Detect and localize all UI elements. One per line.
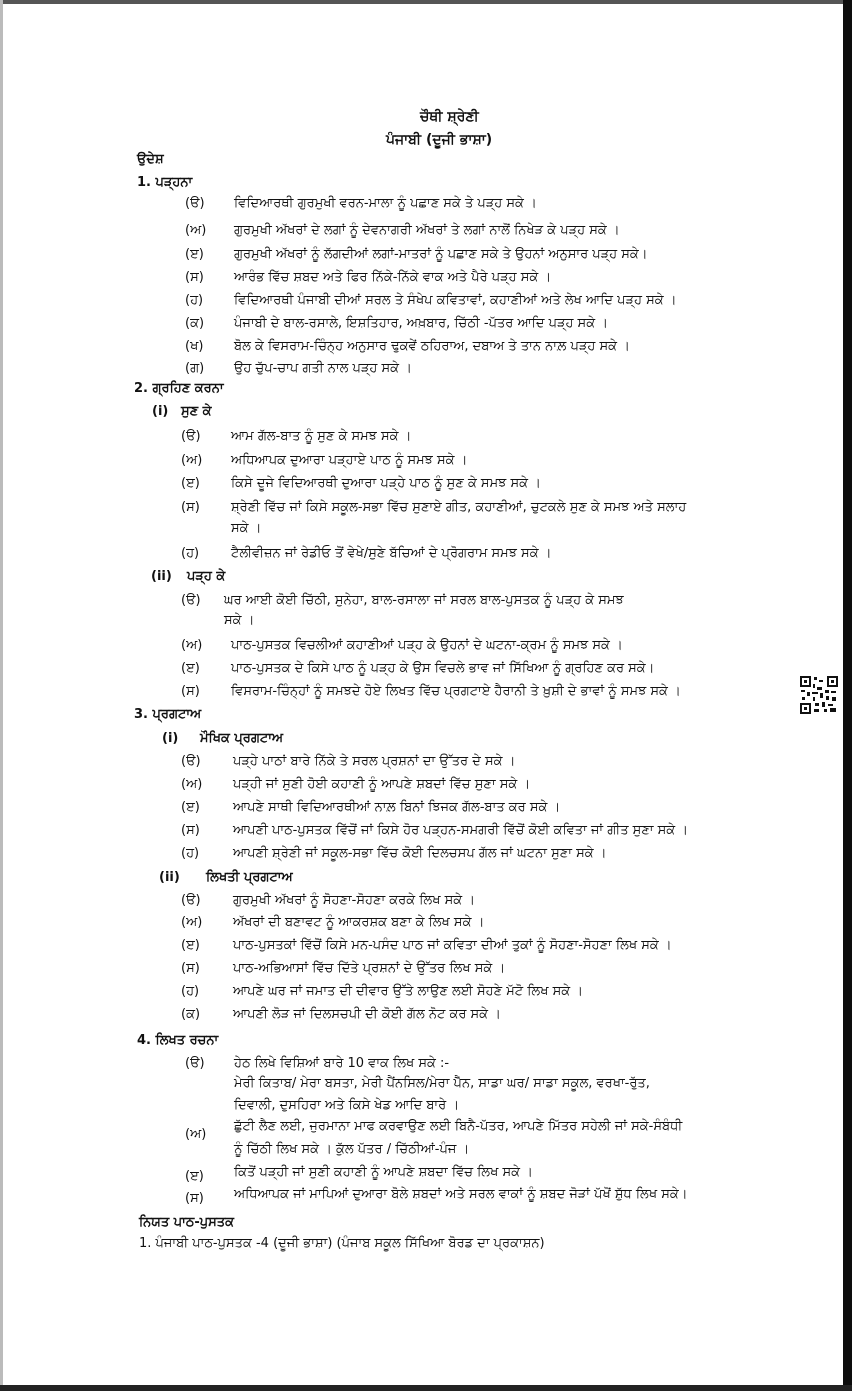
subsection-label-listening: ਸੁਣ ਕੇ [181, 404, 212, 419]
page-subtitle: ਪੰਜਾਬੀ (ਦੂਜੀ ਭਾਸ਼ਾ) [386, 132, 493, 148]
list-item: ਅਧਿਆਪਕ ਦੁਆਰਾ ਪੜ੍ਹਾਏ ਪਾਠ ਨੂੰ ਸਮਝ ਸਕੇ । [231, 453, 468, 468]
list-item: ਆਮ ਗੱਲ-ਬਾਤ ਨੂੰ ਸੁਣ ਕੇ ਸਮਝ ਸਕੇ । [231, 429, 412, 444]
list-marker: (ੲ) [181, 800, 200, 815]
list-item: ਵਿਸਰਾਮ-ਚਿੰਨ੍ਹਾਂ ਨੂੰ ਸਮਝਦੇ ਹੋਏ ਲਿਖਤ ਵਿੱਚ ਪ੍ਰਗਟਾਏ ਹੈਰਾਨੀ ਤੇ ਖ਼ੁਸ਼ੀ ਦੇ ਭਾਵਾਂ ਨੂੰ ਸਮਝ ਸਕੇ । [231, 684, 681, 699]
list-item: ਪਾਠ-ਪੁਸਤਕ ਦੇ ਕਿਸੇ ਪਾਠ ਨੂੰ ਪੜ੍ਹ ਕੇ ਉਸ ਵਿਚਲੇ ਭਾਵ ਜਾਂ ਸਿੱਖਿਆ ਨੂੰ ਗ੍ਰਹਿਣ ਕਰ ਸਕੇ। [231, 661, 655, 676]
list-marker: (ਅ) [181, 453, 203, 468]
list-marker: (ਅ) [181, 915, 203, 930]
list-item: ਪੜ੍ਹੇ ਪਾਠਾਂ ਬਾਰੇ ਨਿੱਕੇ ਤੇ ਸਰਲ ਪ੍ਰਸ਼ਨਾਂ ਦਾ ਉੱਤਰ ਦੇ ਸਕੇ । [233, 754, 516, 769]
list-item: ਟੈਲੀਵੀਜ਼ਨ ਜਾਂ ਰੇਡੀਓ ਤੋਂ ਵੇਖੇ/ਸੁਣੇ ਬੱਚਿਆਂ ਦੇ ਪ੍ਰੋਗਰਾਮ ਸਮਝ ਸਕੇ । [231, 546, 552, 561]
page-title: ਚੌਥੀ ਸ਼੍ਰੇਣੀ [420, 109, 479, 125]
section-heading-reading: 1. ਪੜ੍ਹਨਾ [137, 175, 193, 190]
list-item: ਕਿਤੋਂ ਪੜ੍ਹੀ ਜਾਂ ਸੁਣੀ ਕਹਾਣੀ ਨੂੰ ਆਪਣੇ ਸ਼ਬਦਾ ਵਿੱਚ ਲਿਖ ਸਕੇ । [234, 1165, 533, 1180]
list-item: ਕਿਸੇ ਦੂਜੇ ਵਿਦਿਆਰਥੀ ਦੁਆਰਾ ਪੜ੍ਹੇ ਪਾਠ ਨੂੰ ਸੁਣ ਕੇ ਸਮਝ ਸਕੇ । [231, 476, 541, 491]
list-item: ਪੰਜਾਬੀ ਦੇ ਬਾਲ-ਰਸਾਲੇ, ਇਸ਼ਤਿਹਾਰ, ਅਖ਼ਬਾਰ, ਚਿੱਠੀ -ਪੱਤਰ ਆਦਿ ਪੜ੍ਹ ਸਕੇ । [234, 316, 608, 331]
list-item: ਆਪਣੀ ਸ਼੍ਰੇਣੀ ਜਾਂ ਸਕੂਲ-ਸਭਾ ਵਿੱਚ ਕੋਈ ਦਿਲਚਸਪ ਗੱਲ ਜਾਂ ਘਟਨਾ ਸੁਣਾ ਸਕੇ । [233, 846, 607, 861]
list-item-continuation: ਨੂੰ ਚਿੱਠੀ ਲਿਖ ਸਕੇ । ਕੁੱਲ ਪੱਤਰ / ਚਿੱਠੀਆਂ-ਪੰਜ । [234, 1142, 470, 1157]
list-item: ਗੁਰਮੁਖੀ ਅੱਖਰਾਂ ਨੂੰ ਲੱਗਦੀਆਂ ਲਗਾਂ-ਮਾਤਰਾਂ ਨੂੰ ਪਛਾਣ ਸਕੇ ਤੇ ਉਹਨਾਂ ਅਨੁਸਾਰ ਪੜ੍ਹ ਸਕੇ। [234, 247, 648, 262]
list-item: ਆਰੰਭ ਵਿੱਚ ਸ਼ਬਦ ਅਤੇ ਫਿਰ ਨਿੱਕੇ-ਨਿੱਕੇ ਵਾਕ ਅਤੇ ਪੈਰੇ ਪੜ੍ਹ ਸਕੇ । [234, 270, 552, 285]
list-item: ਅਧਿਆਪਕ ਜਾਂ ਮਾਪਿਆਂ ਦੁਆਰਾ ਬੋਲੇ ਸ਼ਬਦਾਂ ਅਤੇ ਸਰਲ ਵਾਕਾਂ ਨੂੰ ਸ਼ਬਦ ਜੋੜਾਂ ਪੱਖੋਂ ਸ਼ੁੱਧ ਲਿਖ ਸਕੇ। [234, 1187, 688, 1202]
subsection-label-reading: ਪੜ੍ਹ ਕੇ [187, 569, 226, 584]
section-heading-expression: 3. ਪ੍ਰਗਟਾਅ [134, 707, 202, 722]
list-marker: (ੳ) [181, 429, 201, 444]
list-marker: (ਸ) [181, 684, 200, 699]
section-heading-composition: 4. ਲਿਖਤ ਰਚਨਾ [137, 1033, 219, 1048]
list-marker: (ੲ) [185, 1169, 204, 1184]
list-item: ਆਪਣੇ ਘਰ ਜਾਂ ਜਮਾਤ ਦੀ ਦੀਵਾਰ ਉੱਤੇ ਲਾਉਣ ਲਈ ਸੋਹਣੇ ਮੱਟੋ ਲਿਖ ਸਕੇ । [233, 984, 584, 999]
list-marker: (ਅ) [185, 1127, 207, 1142]
list-item: ਬੋਲ ਕੇ ਵਿਸਰਾਮ-ਚਿੰਨ੍ਹ ਅਨੁਸਾਰ ਢੁਕਵੇਂ ਠਹਿਰਾਅ, ਦਬਾਅ ਤੇ ਤਾਨ ਨਾਲ਼ ਪੜ੍ਹ ਸਕੇ । [234, 339, 630, 354]
list-item: ਗੁਰਮੁਖੀ ਅੱਖਰਾਂ ਦੇ ਲਗਾਂ ਨੂੰ ਦੇਵਨਾਗਰੀ ਅੱਖਰਾਂ ਤੇ ਲਗਾਂ ਨਾਲੋਂ ਨਿਖੇੜ ਕੇ ਪੜ੍ਹ ਸਕੇ । [234, 223, 620, 238]
qr-code-icon [800, 676, 838, 714]
list-item-continuation: ਸਕੇ । [224, 613, 255, 628]
list-item: ਪਾਠ-ਪੁਸਤਕਾਂ ਵਿੱਚੋਂ ਕਿਸੇ ਮਨ-ਪਸੰਦ ਪਾਠ ਜਾਂ ਕਵਿਤਾ ਦੀਆਂ ਤੁਕਾਂ ਨੂੰ ਸੋਹਣਾ-ਸੋਹਣਾ ਲਿਖ ਸਕੇ । [233, 938, 672, 953]
list-marker: (ਸ) [181, 500, 200, 515]
list-marker: (ਅ) [185, 223, 207, 238]
subsection-number: (ii) [159, 870, 180, 885]
list-item: ਆਪਣੇ ਸਾਥੀ ਵਿਦਿਆਰਥੀਆਂ ਨਾਲ਼ ਬਿਨਾਂ ਝਿਜਕ ਗੱਲ-ਬਾਤ ਕਰ ਸਕੇ । [233, 800, 561, 815]
section-heading-comprehension: 2. ਗ੍ਰਹਿਣ ਕਰਨਾ [134, 381, 224, 396]
list-item: ਪੜ੍ਹੀ ਜਾਂ ਸੁਣੀ ਹੋਈ ਕਹਾਣੀ ਨੂੰ ਆਪਣੇ ਸ਼ਬਦਾਂ ਵਿੱਚ ਸੁਣਾ ਸਕੇ । [233, 777, 531, 792]
list-marker: (ਹ) [181, 846, 200, 861]
list-marker: (ਅ) [181, 777, 203, 792]
list-marker: (ੲ) [181, 476, 200, 491]
list-marker: (ਕ) [185, 316, 205, 331]
list-marker: (ੳ) [185, 196, 205, 211]
list-marker: (ਹ) [181, 984, 200, 999]
list-marker: (ਸ) [181, 961, 200, 976]
list-marker: (ੲ) [185, 247, 204, 262]
subsection-number: (ii) [151, 569, 172, 584]
list-item: ਗੁਰਮੁਖੀ ਅੱਖਰਾਂ ਨੂੰ ਸੋਹਣਾ-ਸੋਹਣਾ ਕਰਕੇ ਲਿਖ ਸਕੇ । [233, 893, 475, 908]
list-item-continuation: ਮੇਰੀ ਕਿਤਾਬ/ ਮੇਰਾ ਬਸਤਾ, ਮੇਰੀ ਪੈਂਨਸਿਲ/ਮੇਰਾ ਪੈੱਨ, ਸਾਡਾ ਘਰ/ ਸਾਡਾ ਸਕੂਲ, ਵਰਖਾ-ਰੁੱਤ, [234, 1076, 650, 1091]
list-marker: (ੳ) [185, 1056, 205, 1071]
list-item: ਛੁੱਟੀ ਲੈਣ ਲਈ, ਜੁਰਮਾਨਾ ਮਾਫ ਕਰਵਾਉਣ ਲਈ ਬਿਨੈ-ਪੱਤਰ, ਆਪਣੇ ਮਿੱਤਰ ਸਹੇਲੀ ਜਾਂ ਸਕੇ-ਸੰਬੰਧੀ [234, 1119, 683, 1134]
list-marker: (ੳ) [181, 754, 201, 769]
list-marker: (ਹ) [185, 293, 204, 308]
list-marker: (ਗ) [185, 361, 205, 376]
list-item: ਉਹ ਚੁੱਪ-ਚਾਪ ਗਤੀ ਨਾਲ ਪੜ੍ਹ ਸਕੇ । [234, 361, 412, 376]
objectives-heading: ਉਦੇਸ਼ [137, 152, 164, 167]
list-marker: (ਸ) [181, 823, 200, 838]
list-marker: (ੲ) [181, 938, 200, 953]
subsection-label-written: ਲਿਖਤੀ ਪ੍ਰਗਟਾਅ [206, 870, 293, 885]
subsection-label-oral: ਮੌਖਿਕ ਪ੍ਰਗਟਾਅ [200, 731, 284, 746]
list-marker: (ਖ) [185, 339, 204, 354]
list-item: ਅੱਖਰਾਂ ਦੀ ਬਣਾਵਟ ਨੂੰ ਆਕਰਸ਼ਕ ਬਣਾ ਕੇ ਲਿਖ ਸਕੇ । [233, 915, 485, 930]
textbook-item: 1. ਪੰਜਾਬੀ ਪਾਠ-ਪੁਸਤਕ -4 (ਦੂਜੀ ਭਾਸ਼ਾ) (ਪੰਜਾਬ ਸਕੂਲ ਸਿੱਖਿਆ ਬੋਰਡ ਦਾ ਪ੍ਰਕਾਸ਼ਨ) [139, 1236, 545, 1251]
list-marker: (ਅ) [181, 638, 203, 653]
list-marker: (ਸ) [185, 270, 204, 285]
subsection-number: (i) [162, 731, 179, 746]
list-item: ਆਪਣੀ ਲੋੜ ਜਾਂ ਦਿਲਸਚਪੀ ਦੀ ਕੋਈ ਗੱਲ ਨੋਟ ਕਰ ਸਕੇ । [233, 1007, 501, 1022]
list-item: ਵਿਦਿਆਰਥੀ ਗੁਰਮੁਖੀ ਵਰਨ-ਮਾਲਾ ਨੂੰ ਪਛਾਣ ਸਕੇ ਤੇ ਪੜ੍ਹ ਸਕੇ । [234, 196, 537, 211]
list-marker: (ੳ) [181, 593, 201, 608]
list-item-continuation: ਸਕੇ । [231, 521, 262, 536]
list-marker: (ਸ) [185, 1191, 204, 1206]
list-item: ਆਪਣੀ ਪਾਠ-ਪੁਸਤਕ ਵਿੱਚੋਂ ਜਾਂ ਕਿਸੇ ਹੋਰ ਪੜ੍ਹਨ-ਸਮਗਰੀ ਵਿੱਚੋਂ ਕੋਈ ਕਵਿਤਾ ਜਾਂ ਗੀਤ ਸੁਣਾ ਸਕੇ । [233, 823, 689, 838]
textbook-heading: ਨਿਯਤ ਪਾਠ-ਪੁਸਤਕ [139, 1215, 234, 1230]
list-item: ਵਿਦਿਆਰਥੀ ਪੰਜਾਬੀ ਦੀਆਂ ਸਰਲ ਤੇ ਸੰਖੇਪ ਕਵਿਤਾਵਾਂ, ਕਹਾਣੀਆਂ ਅਤੇ ਲੇਖ ਆਦਿ ਪੜ੍ਹ ਸਕੇ । [234, 293, 677, 308]
subsection-number: (i) [152, 404, 169, 419]
list-item-continuation: ਦਿਵਾਲੀ, ਦੁਸਹਿਰਾ ਅਤੇ ਕਿਸੇ ਖੇਡ ਆਦਿ ਬਾਰੇ । [234, 1098, 460, 1113]
list-marker: (ੳ) [181, 893, 201, 908]
list-marker: (ਕ) [181, 1007, 201, 1022]
list-item: ਪਾਠ-ਅਭਿਆਸਾਂ ਵਿੱਚ ਦਿੱਤੇ ਪ੍ਰਸ਼ਨਾਂ ਦੇ ਉੱਤਰ ਲਿਖ ਸਕੇ । [233, 961, 506, 976]
list-item: ਪਾਠ-ਪੁਸਤਕ ਵਿਚਲੀਆਂ ਕਹਾਣੀਆਂ ਪੜ੍ਹ ਕੇ ਉਹਨਾਂ ਦੇ ਘਟਨਾ-ਕ੍ਰਮ ਨੂੰ ਸਮਝ ਸਕੇ । [231, 638, 623, 653]
list-marker: (ਹ) [181, 546, 200, 561]
list-marker: (ੲ) [181, 661, 200, 676]
list-item: ਘਰ ਆਈ ਕੋਈ ਚਿੱਠੀ, ਸੁਨੇਹਾ, ਬਾਲ-ਰਸਾਲਾ ਜਾਂ ਸਰਲ ਬਾਲ-ਪੁਸਤਕ ਨੂੰ ਪੜ੍ਹ ਕੇ ਸਮਝ [224, 593, 624, 608]
list-item: ਸ਼੍ਰੇਣੀ ਵਿੱਚ ਜਾਂ ਕਿਸੇ ਸਕੂਲ-ਸਭਾ ਵਿੱਚ ਸੁਣਾਏ ਗੀਤ, ਕਹਾਣੀਆਂ, ਚੁਟਕਲੇ ਸੁਣ ਕੇ ਸਮਝ ਅਤੇ ਸਲਾਹ [231, 500, 687, 515]
list-item: ਹੇਠ ਲਿਖੇ ਵਿਸ਼ਿਆਂ ਬਾਰੇ 10 ਵਾਕ ਲਿਖ ਸਕੇ :- [234, 1056, 450, 1071]
